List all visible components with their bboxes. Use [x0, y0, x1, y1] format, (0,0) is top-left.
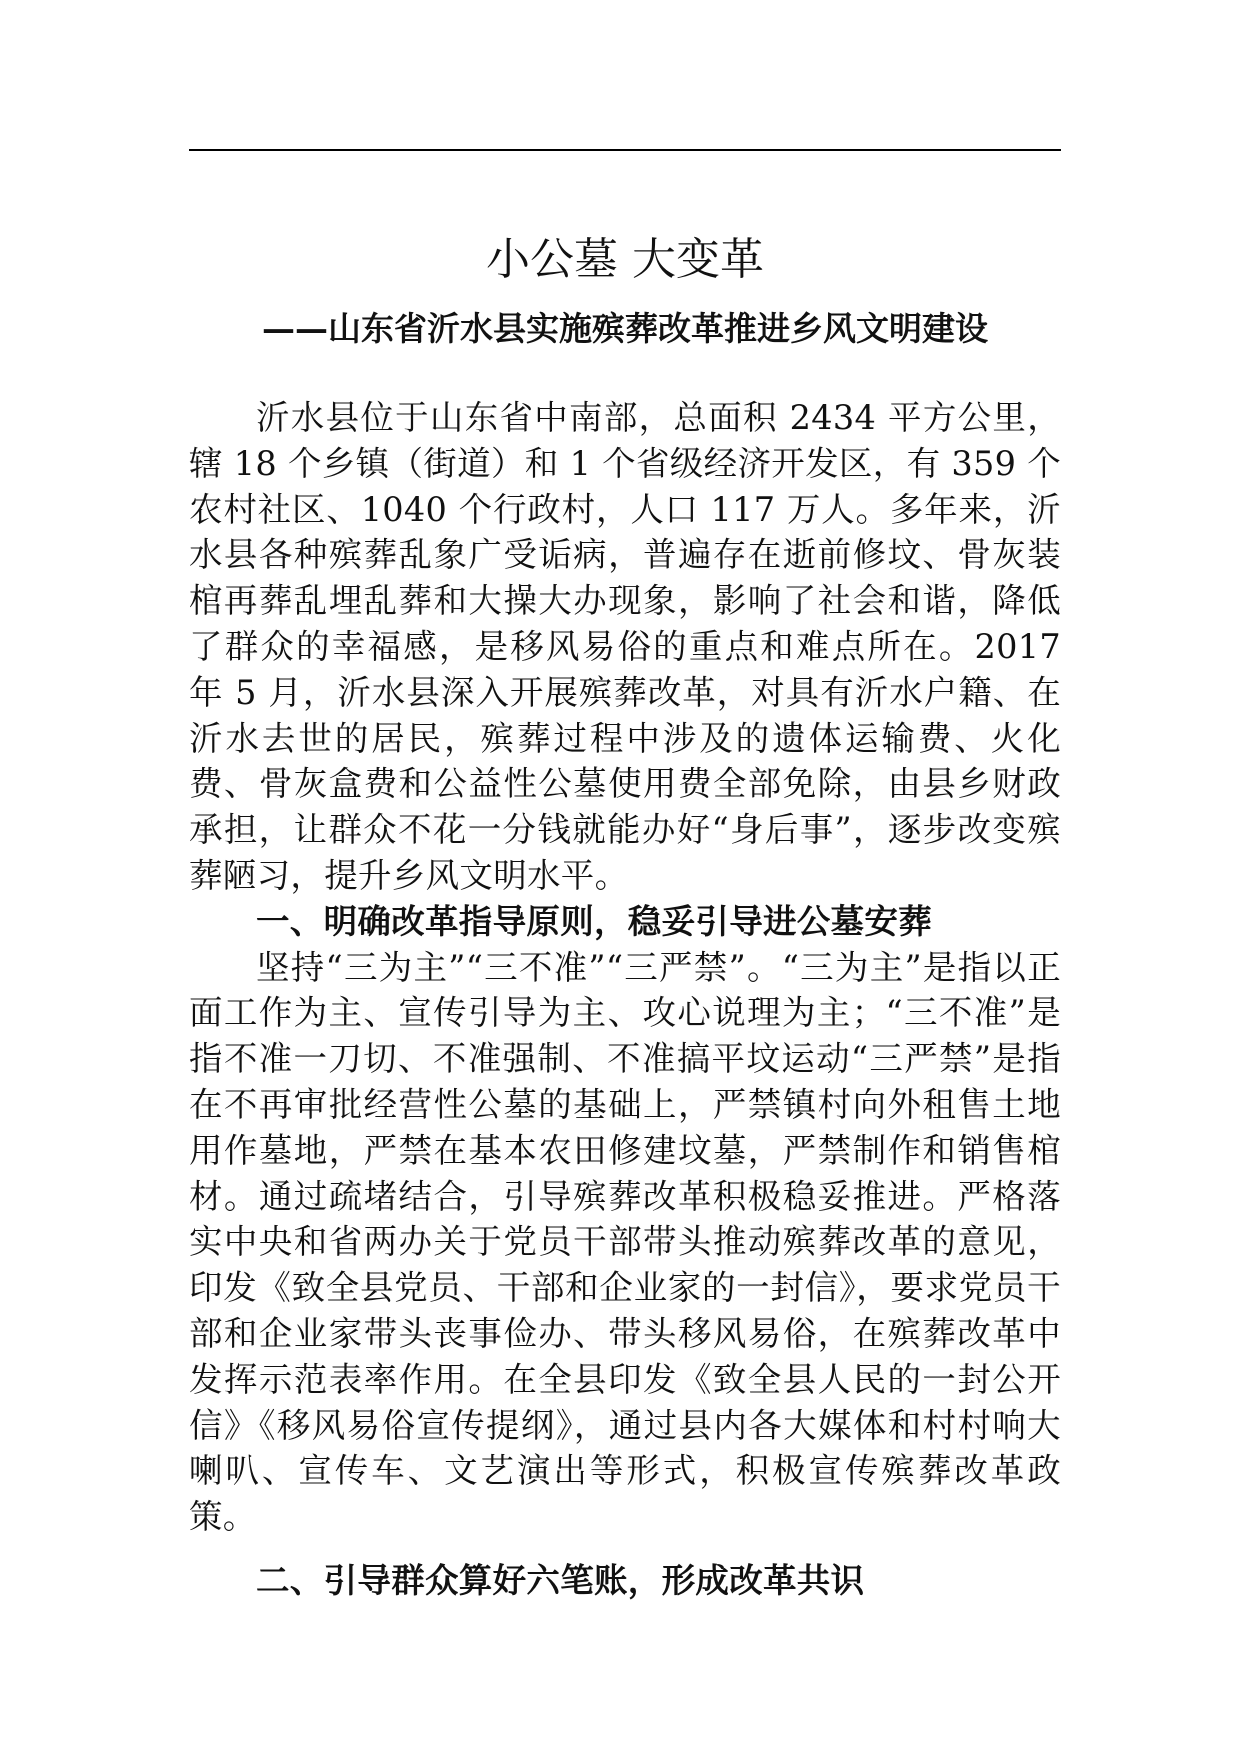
document-body — [189, 395, 1061, 1604]
document-subtitle: ——山东省沂水县实施殡葬改革推进乡风文明建设 — [262, 309, 988, 348]
section-heading-1: 一、明确改革指导原则，稳妥引导进公墓安葬 — [256, 901, 932, 941]
header-rule — [189, 149, 1061, 151]
section-heading-2: 二、引导群众算好六笔账，形成改革共识 — [256, 1560, 865, 1600]
section-spacer — [189, 1540, 1061, 1558]
intro-paragraph: 沂水县位于山东省中南部，总面积 2434 平方公里，辖 18 个乡镇（街道）和 1 个省级经济开发区，有 359 个农村社区、1040 个行政村，人口 117 万人。多年来，沂水县各种殡葬乱象广受诟病，普遍存在逝前修坟、骨灰装棺再葬乱埋乱葬和大操大办现象，影响了社会和谐，降低了群众的幸福感，是移风易俗的重点和难点所在。2017 年 5 月，沂水县深入开展殡葬改革，对具有沂水户籍、在沂水去世的居民，殡葬过程中涉及的遗体运输费、火化费、骨灰盒费和公益性公墓使用费全部免除，由县乡财政承担，让群众不花一分钱就能办好“身后事”，逐步改变殡葬陋习，提升乡风文明水平。 — [189, 398, 1061, 895]
section-paragraph-1: 坚持“三为主”“三不准”“三严禁”。“三为主”是指以正面工作为主、宣传引导为主、攻心说理为主；“三不准”是指不准一刀切、不准强制、不准搞平坟运动“三严禁”是指在不再审批经营性公墓的基础上，严禁镇村向外租售土地用作墓地，严禁在基本农田修建坟墓，严禁制作和销售棺材。通过疏堵结合，引导殡葬改革积极稳妥推进。严格落实中央和省两办关于党员干部带头推动殡葬改革的意见，印发《致全县党员、干部和企业家的一封信》，要求党员干部和企业家带头丧事俭办、带头移风易俗，在殡葬改革中发挥示范表率作用。在全县印发《致全县人民的一封公开信》《移风易俗宣传提纲》，通过县内各大媒体和村村响大喇叭、宣传车、文艺演出等形式，积极宣传殡葬改革政策。 — [189, 947, 1061, 1537]
document-title: 小公墓 大变革 — [486, 234, 764, 285]
